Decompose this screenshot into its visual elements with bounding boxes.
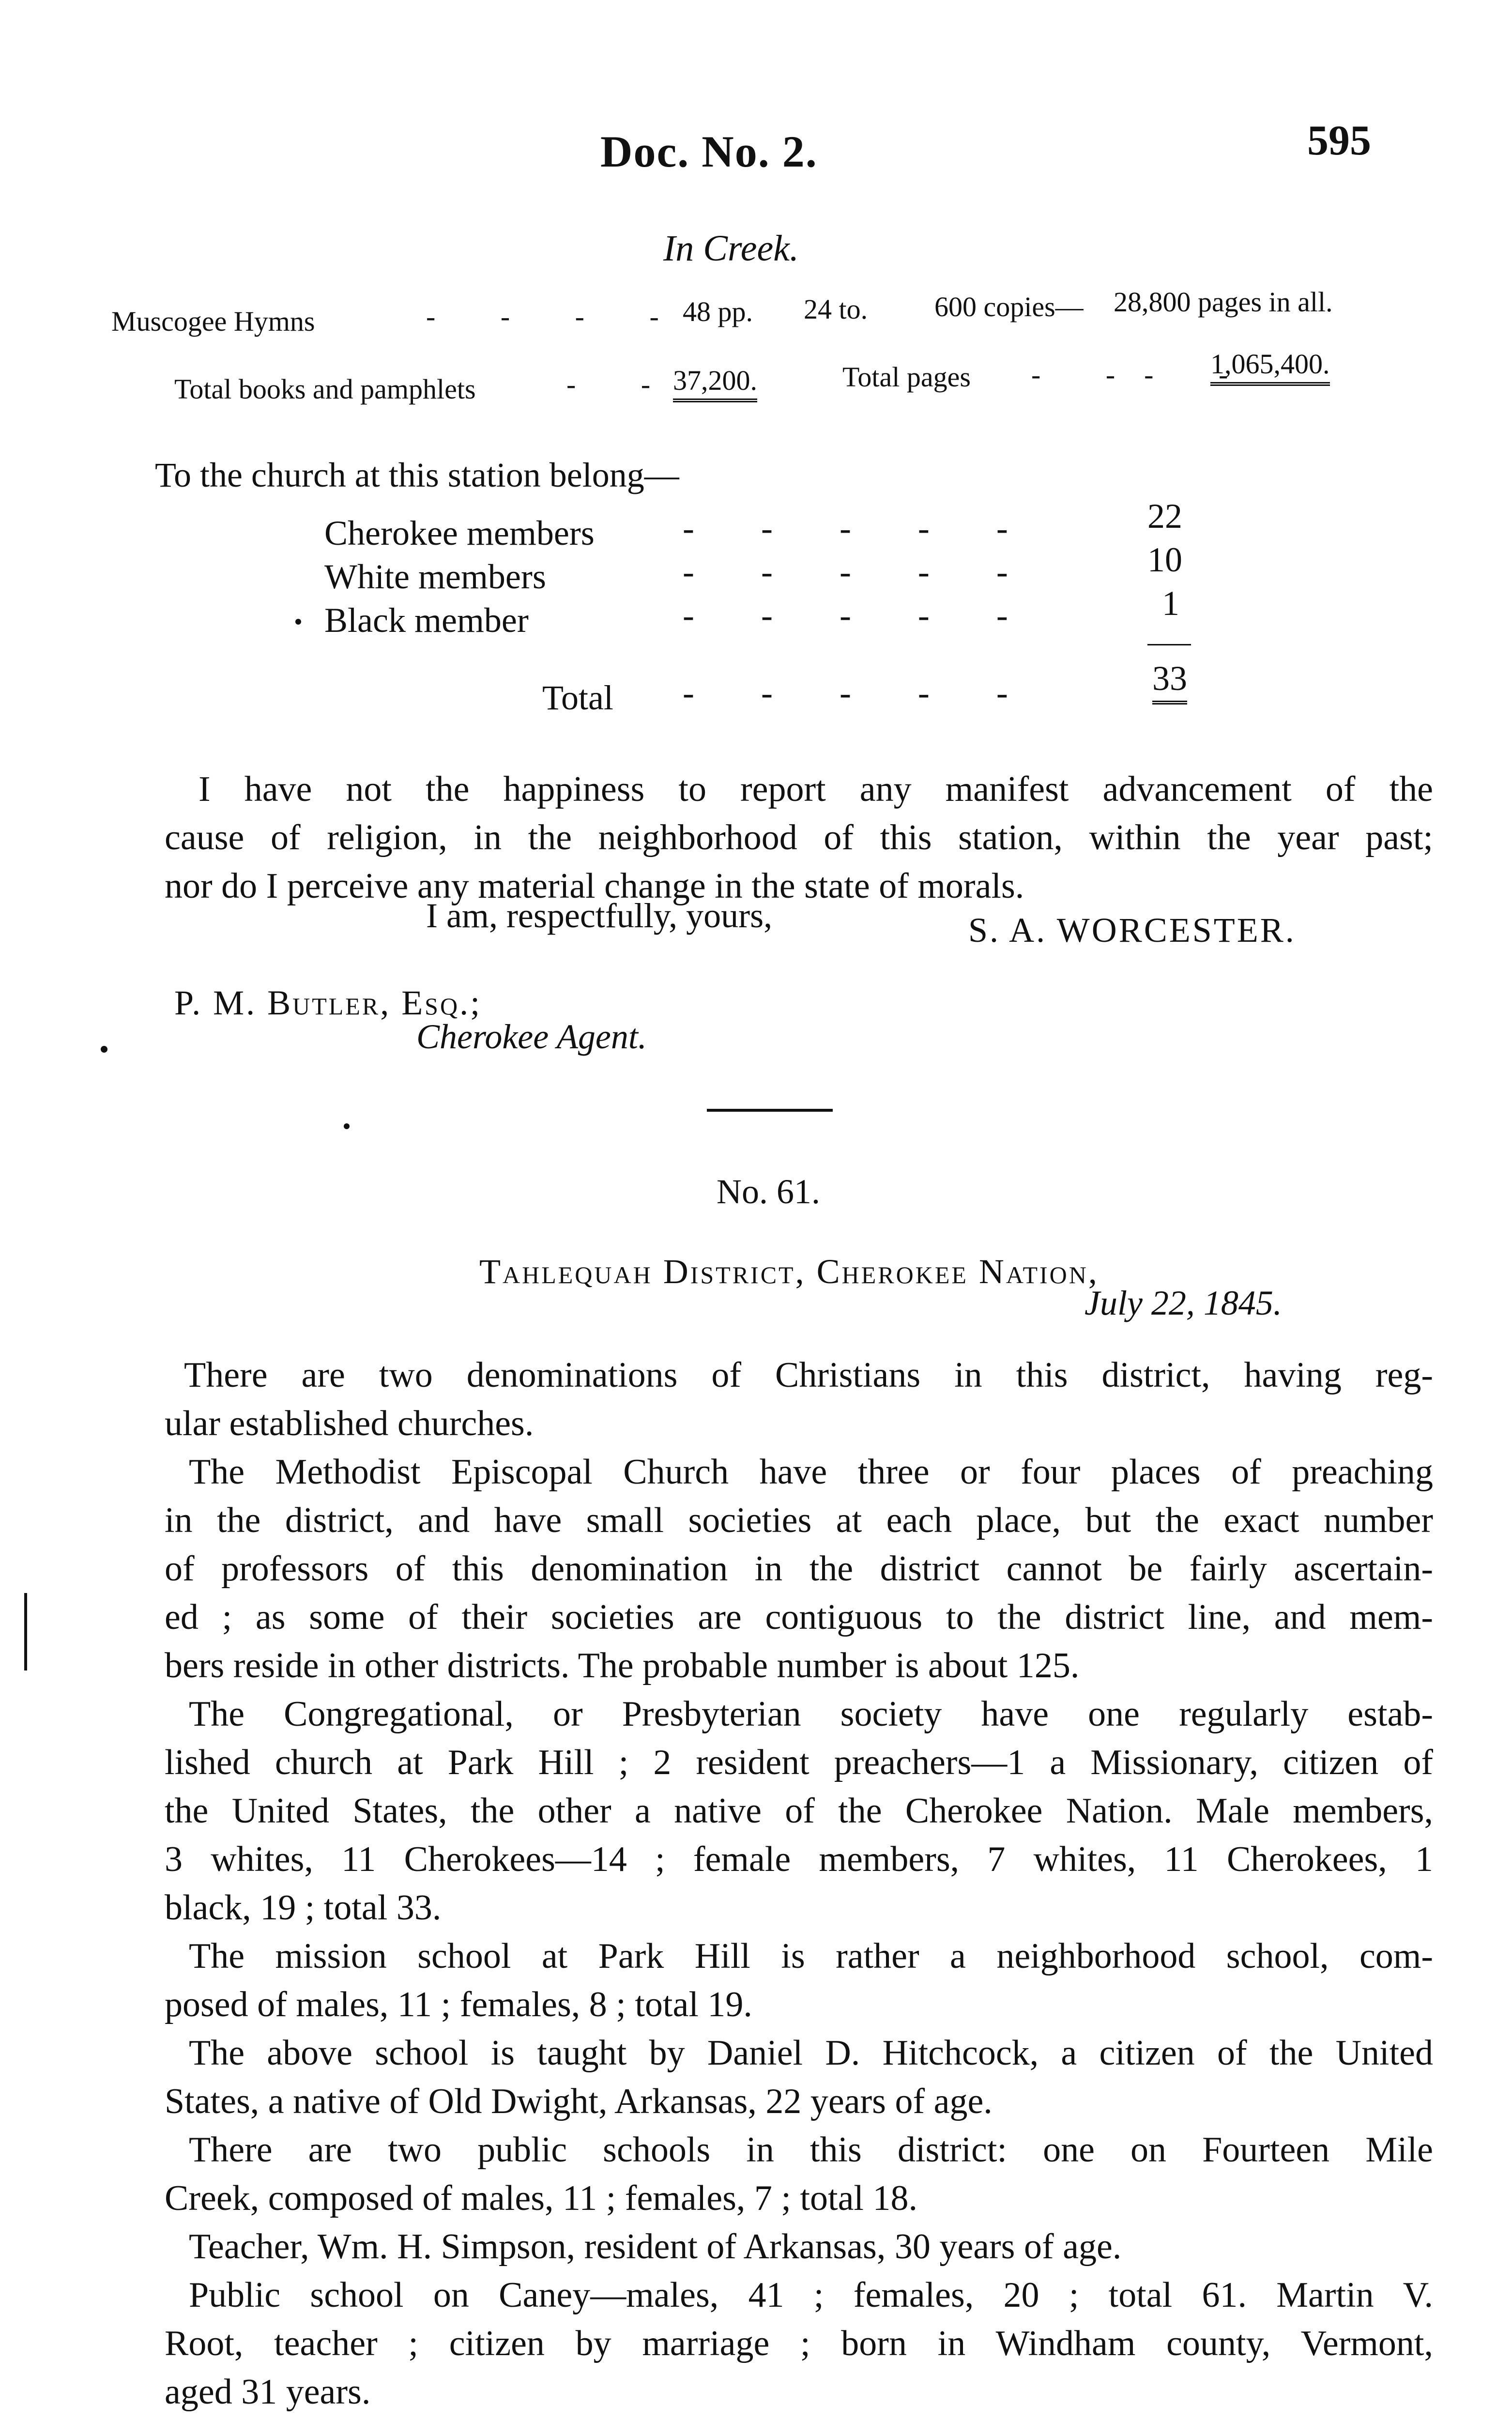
text-line: The Congregational, or Presbyterian society have one regularly estab- [189, 1694, 1433, 1734]
text-line: There are two denominations of Christians in this district, having reg- [184, 1355, 1433, 1395]
church-row-leader: - - - - - [683, 552, 1037, 591]
text-line: There are two public schools in this district: one on Fourteen Mile [189, 2130, 1433, 2170]
signature: S. A. WORCESTER. [968, 911, 1296, 950]
addressee-name: P. M. Butler, Esq.; [174, 983, 482, 1022]
total-books-value: 37,200. [673, 364, 757, 402]
hymns-copies: 600 copies— [934, 291, 1084, 322]
text-line: Public school on Caney—males, 41 ; females, 20 ; total 61. Martin V. [189, 2275, 1433, 2315]
paragraph [165, 2271, 1433, 2416]
paragraph [165, 1932, 1433, 2029]
text-line: black, 19 ; total 33. [165, 1888, 442, 1928]
margin-mark [24, 1593, 27, 1670]
church-row-value: 1 [1162, 584, 1179, 623]
church-row-leader: - - - - - [683, 596, 1037, 635]
text-line: aged 31 years. [165, 2372, 371, 2412]
total-pages-value: 1,065,400. [1210, 348, 1330, 386]
paragraph [165, 1448, 1433, 1690]
text-line: The mission school at Park Hill is rather a neighborhood school, com- [189, 1936, 1433, 1976]
text-line: cause of religion, in the neighborhood of this station, within the year past; [165, 818, 1433, 858]
text-line: ular established churches. [165, 1404, 534, 1443]
paragraph [165, 1351, 1433, 1448]
hymns-label: Muscogee Hymns [111, 306, 315, 337]
church-row-label: White members [324, 557, 546, 596]
ink-speck [295, 619, 301, 625]
text-line: I have not the happiness to report any manifest advancement of the [199, 769, 1433, 809]
text-line: the United States, the other a native of the Cherokee Nation. Male members, [165, 1791, 1433, 1831]
church-row-value: 10 [1147, 540, 1182, 579]
ink-speck [101, 1046, 107, 1053]
church-row-leader: - - - - - [683, 509, 1037, 548]
hymns-to: 24 to. [804, 293, 868, 325]
paragraph [165, 1690, 1433, 1932]
text-line: lished church at Park Hill ; 2 resident preachers—1 a Missionary, citizen of [165, 1743, 1433, 1782]
church-total-label: Total [542, 678, 613, 717]
hymns-pages: 28,800 pages in all. [1114, 286, 1333, 318]
total-pages-leader: - -- - [1031, 359, 1257, 390]
church-total-value: 33 [1152, 659, 1187, 705]
total-books-label: Total books and pamphlets [174, 373, 476, 405]
paragraph [165, 2222, 1433, 2271]
doc-title: Doc. No. 2. [600, 127, 818, 176]
total-books-leader: - - [566, 368, 680, 400]
hymns-leader: - - - - [426, 301, 688, 332]
text-line: The above school is taught by Daniel D. Hitchcock, a citizen of the United [189, 2033, 1433, 2073]
text-line: 3 whites, 11 Cherokees—14 ; female members, 7 whites, 11 Cherokees, 1 [165, 1839, 1433, 1879]
section-number: No. 61. [717, 1172, 820, 1211]
text-line: Root, teacher ; citizen by marriage ; born in Windham county, Vermont, [165, 2324, 1433, 2363]
section-date: July 22, 1845. [1084, 1284, 1282, 1322]
text-line: in the district, and have small societies at each place, but the exact number [165, 1501, 1433, 1540]
text-line: Teacher, Wm. H. Simpson, resident of Arkansas, 30 years of age. [189, 2227, 1122, 2267]
text-line: ed ; as some of their societies are contiguous to the district line, and mem- [165, 1597, 1433, 1637]
text-line: of professors of this denomination in the district cannot be fairly ascertain- [165, 1549, 1433, 1589]
church-row-value: 22 [1147, 497, 1182, 536]
letter-closing: I am, respectfully, yours, [426, 896, 773, 935]
text-line: posed of males, 11 ; females, 8 ; total 19. [165, 1985, 752, 2024]
text-line: bers reside in other districts. The probable number is about 125. [165, 1646, 1080, 1686]
text-line: States, a native of Old Dwight, Arkansas, 22 years of age. [165, 2082, 993, 2121]
text-line [165, 2416, 1433, 2421]
paragraph [165, 2416, 1433, 2421]
report-body [165, 1351, 1433, 2421]
church-row-label: Black member [324, 601, 529, 640]
paragraph [165, 2029, 1433, 2126]
text-line: Creek, composed of males, 11 ; females, 7 ; total 18. [165, 2178, 917, 2218]
church-intro: To the church at this station belong— [155, 456, 679, 494]
section-place: Tahlequah District, Cherokee Nation, [479, 1252, 1099, 1291]
sum-rule [1147, 644, 1191, 645]
page-number: 595 [1307, 117, 1371, 164]
addressee-title: Cherokee Agent. [416, 1017, 647, 1056]
total-pages-label: Total pages [842, 361, 971, 393]
ink-speck [344, 1123, 350, 1129]
creek-heading: In Creek. [663, 228, 799, 269]
section-divider [707, 1109, 833, 1112]
paragraph [165, 2126, 1433, 2222]
church-row-label: Cherokee members [324, 514, 595, 552]
text-line: nor do I perceive any material change in the state of morals. [165, 866, 1024, 906]
hymns-pp: 48 pp. [683, 296, 753, 327]
text-line: The Methodist Episcopal Church have three or four places of preaching [189, 1452, 1433, 1492]
church-total-leader: - - - - - [683, 674, 1037, 712]
letter-paragraph [165, 765, 1433, 910]
